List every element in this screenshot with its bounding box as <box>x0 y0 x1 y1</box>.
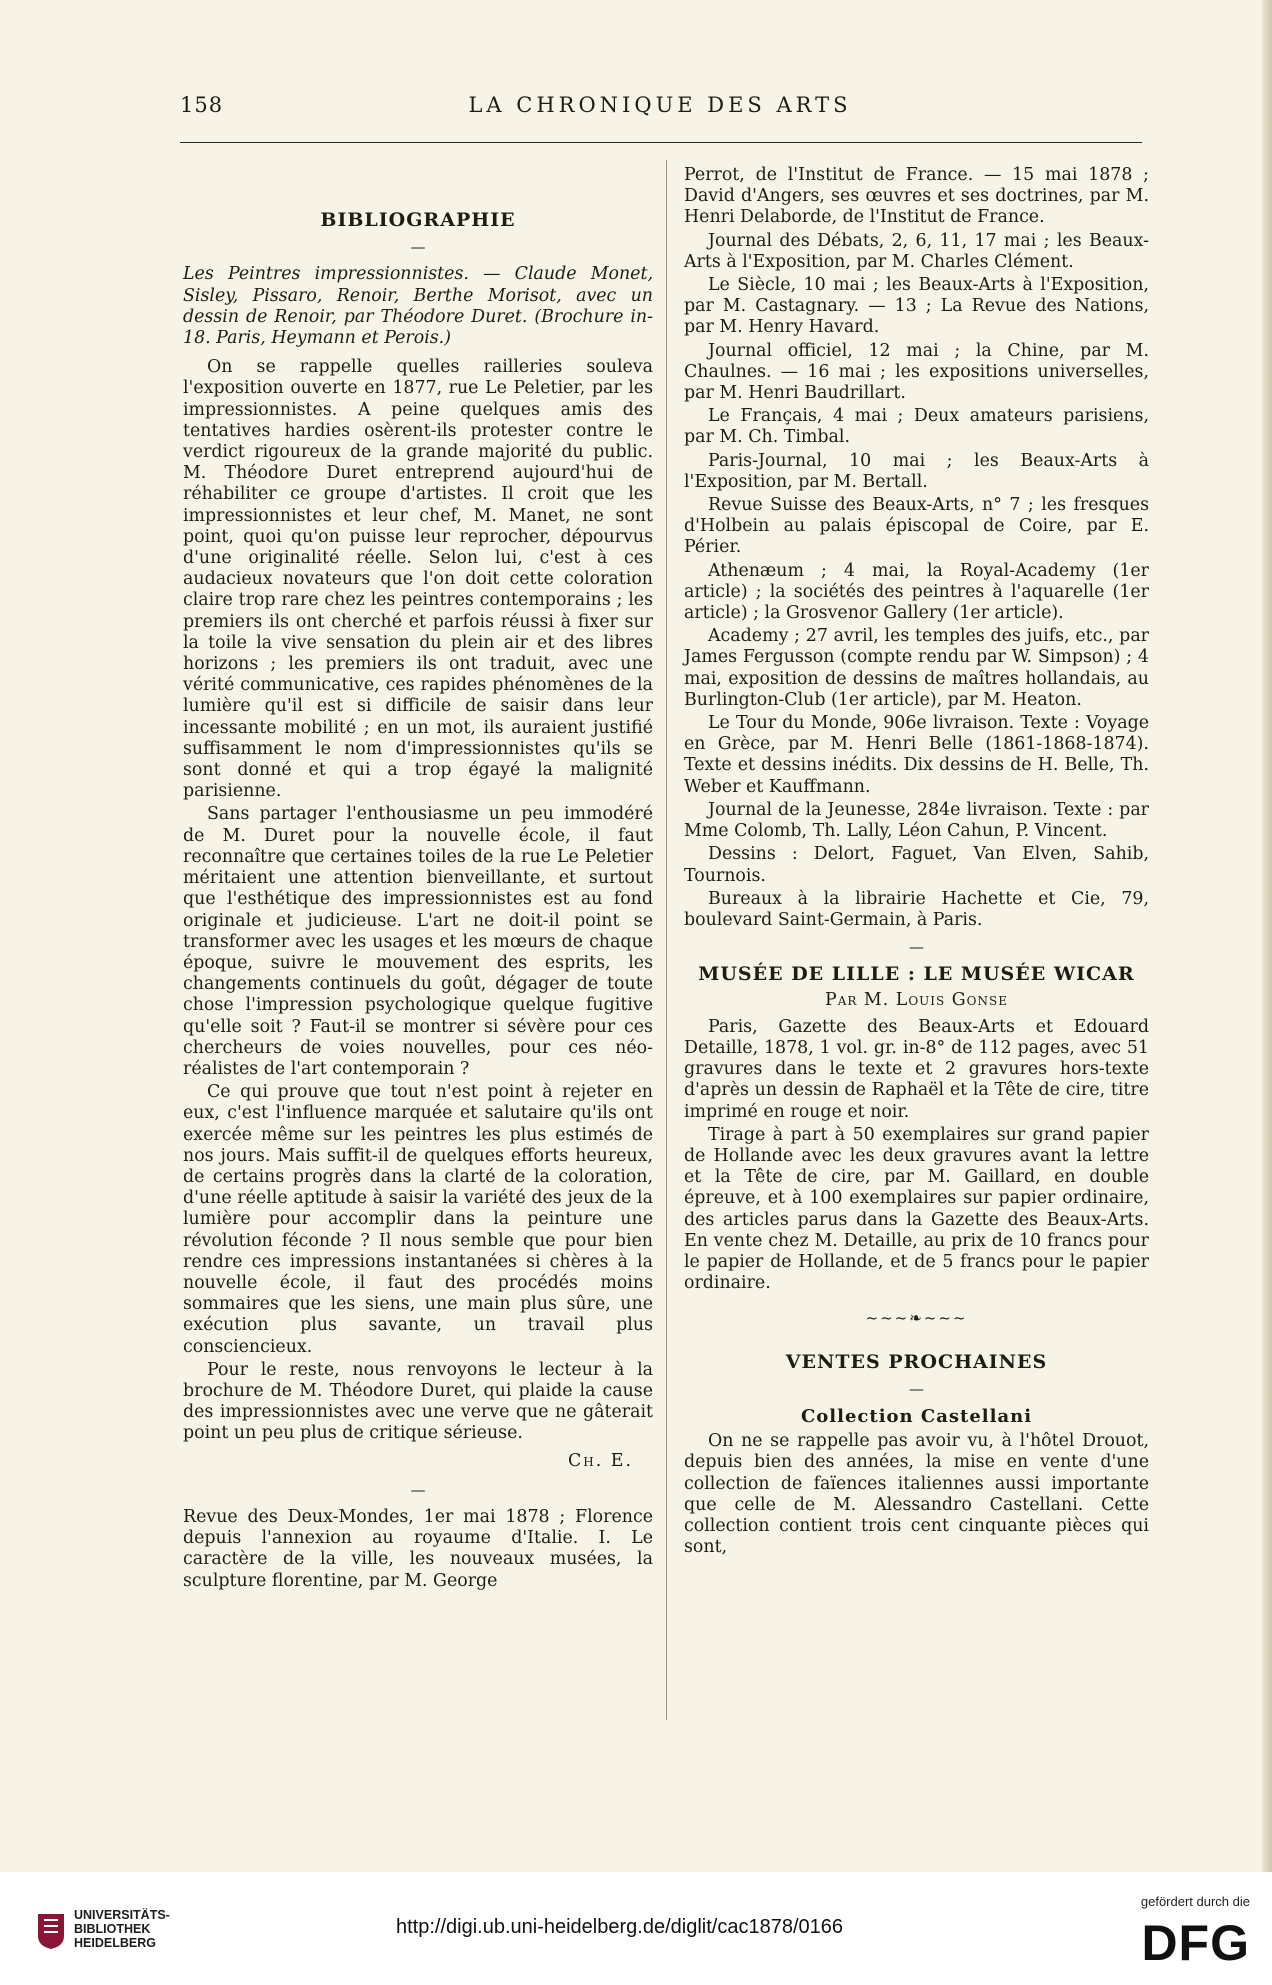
page-edge <box>1262 0 1272 1872</box>
page-number: 158 <box>180 93 224 117</box>
source-url-link[interactable]: http://digi.ub.uni-heidelberg.de/diglit/cac1878/0166 <box>396 1916 843 1938</box>
periodical-entry: Academy ; 27 avril, les temples des juifs, etc., par James Fergusson (compte rendu par W. Simpson) ; 4 mai, exposition de dessins de maîtres hollandais, au Burlington-Club (1er article), par M. Heaton. <box>684 626 1149 710</box>
periodical-entry: Journal officiel, 12 mai ; la Chine, par M. Chaulnes. — 16 mai ; les expositions universelles, par M. Henri Baudrillart. <box>684 340 1149 404</box>
section-title-bibliographie: BIBLIOGRAPHIE <box>320 209 516 231</box>
paragraph: On ne se rappelle pas avoir vu, à l'hôtel Drouot, depuis bien des années, la mise en vente d'une collection de faïences italiennes aussi importante que celle de M. Alessandro Castellani. Cette collection contient trois cent cinquante pièces qui sont, <box>684 1431 1149 1558</box>
paragraph: Pour le reste, nous renvoyons le lecteur à la brochure de M. Théodore Duret, qui plaide la cause des impressionnistes avec une verve que ne gâterait point un peu plus de critique sérieuse. <box>183 1359 653 1444</box>
paragraph: On se rappelle quelles railleries souleva l'exposition ouverte en 1877, rue Le Peletier, par les impressionnistes. A peine quelques amis des tentatives hardies osèrent-ils protester contre le verdict rigoureux de la grande majorité du public. M. Théodore Duret entreprend aujourd'hui de réhabiliter ce groupe d'artistes. Il croit que les impressionnistes et leur chef, M. Manet, ne sont point, quoi qu'on puisse leur reprocher, dépourvus d'une originalité réelle. Selon lui, c'est à ces audacieux novateurs que l'on doit cette coloration claire trop rare chez les peintres contemporains ; les premiers ils ont cherché et parfois réussi à fixer sur la toile la vive sensation du plein air et des libres horizons ; les premiers ils ont traduit, avec une vérité communicative, ces rapides phénomènes de la lumière qu'il est si difficile de saisir dans leur incessante mobilité ; en un mot, ils auraient justifié suffisamment le nom d'impressionnistes qu'ils se sont donné et qui a trop égayé la malignité parisienne. <box>183 357 653 802</box>
ornament: ~~~❧~~~ <box>865 1309 968 1328</box>
header-rule <box>180 142 1142 143</box>
periodical-entry: Revue Suisse des Beaux-Arts, n° 7 ; les fresques d'Holbein au palais épiscopal de Coire, par E. Périer. <box>684 495 1149 558</box>
periodical-entry: Le Siècle, 10 mai ; les Beaux-Arts à l'Exposition, par M. Castagnary. — 13 ; La Revue des Nations, par M. Henry Havard. <box>684 275 1149 338</box>
digitization-footer <box>0 1872 1272 1985</box>
dfg-logo: DFG <box>1141 1915 1250 1971</box>
page-header <box>180 93 1140 125</box>
separator-dash: — <box>410 238 426 257</box>
paragraph: Tirage à part à 50 exemplaires sur grand papier de Hollande avec les deux gravures avant la lettre et la Tête de cire, par M. Gaillard, en double épreuve, et à 100 exemplaires sur papier ordinaire, des articles parus dans la Gazette des Beaux-Arts. En vente chez M. Detaille, au prix de 10 francs pour le papier de Hollande, et de 5 francs pour le papier ordinaire. <box>684 1124 1149 1294</box>
funded-by-label: gefördert durch die <box>1140 1894 1250 1909</box>
periodical-entry: Dessins : Delort, Faguet, Van Elven, Sahib, Tournois. <box>684 844 1149 886</box>
paragraph: Perrot, de l'Institut de France. — 15 mai 1878 ; David d'Angers, ses œuvres et ses doctrines, par M. Henri Delaborde, de l'Institut de France. <box>684 165 1149 228</box>
revue-entry: Revue des Deux-Mondes, 1er mai 1878 ; Florence depuis l'annexion au royaume d'Italie. I. Le caractère de la ville, les nouveaux musées, la sculpture florentine, par M. George <box>183 1506 653 1591</box>
periodical-entry: Bureaux à la librairie Hachette et Cie, 79, boulevard Saint-Germain, à Paris. <box>684 888 1149 930</box>
journal-title: LA CHRONIQUE DES ARTS <box>468 93 852 117</box>
periodical-entry: Le Français, 4 mai ; Deux amateurs parisiens, par M. Ch. Timbal. <box>684 406 1149 448</box>
university-logo-icon <box>36 1912 66 1950</box>
bibliography-entry: Les Peintres impressionnistes. — Claude Monet, Sisley, Pissaro, Renoir, Berthe Morisot, avec un dessin de Renoir, par Théodore Duret. (Brochure in-18. Paris, Heymann et Perois.) <box>183 264 653 349</box>
separator-dash: — <box>909 1379 924 1398</box>
left-column <box>183 210 653 1594</box>
periodical-entry: Le Tour du Monde, 906e livraison. Texte : Voyage en Grèce, par M. Henri Belle (1861-1868-1874). Texte et dessins inédits. Dix dessins de H. Belle, Th. Weber et Kauffmann. <box>684 713 1149 797</box>
right-column <box>684 165 1149 1560</box>
periodical-entry: Athenæum ; 4 mai, la Royal-Academy (1er article) ; la sociétés des peintres à l'aquarelle (1er article) ; la Grosvenor Gallery (1er article). <box>684 560 1149 624</box>
subsection-title-collection: Collection Castellani <box>800 1405 1033 1427</box>
separator-dash: — <box>410 1480 426 1499</box>
periodical-entry: Journal des Débats, 2, 6, 11, 17 mai ; les Beaux-Arts à l'Exposition, par M. Charles Clément. <box>684 230 1149 272</box>
periodical-entry: Paris-Journal, 10 mai ; les Beaux-Arts à l'Exposition, par M. Bertall. <box>684 450 1149 492</box>
separator-dash: — <box>909 938 924 957</box>
paragraph: Sans partager l'enthousiasme un peu immodéré de M. Duret pour la nouvelle école, il faut reconnaître que certaines toiles de la rue Le Peletier méritaient une attention bienveillante, et surtout que l'esthétique des impressionnistes est au fond originale et judicieuse. L'art ne doit-il point se transformer avec les usages et les mœurs de chaque époque, suivre le mouvement des esprits, les changements continuels du goût, dégager de toute chose l'impression psychologique quelque fugitive qu'elle soit ? Faut-il se montrer si sévère pour ces chercheurs de voies nouvelles, pour ces néo-réalistes de l'art contemporain ? <box>183 804 653 1079</box>
section-title-musee: MUSÉE DE LILLE : LE MUSÉE WICAR <box>698 963 1135 986</box>
paragraph: Paris, Gazette des Beaux-Arts et Edouard Detaille, 1878, 1 vol. gr. in-8° de 112 pages, avec 51 gravures dans le texte et 2 gravures hors-texte d'après un dessin de Raphaël et la Tête de cire, titre imprimé en rouge et noir. <box>684 1016 1149 1122</box>
column-divider <box>666 160 667 1720</box>
section-title-ventes: VENTES PROCHAINES <box>785 1350 1048 1373</box>
university-name: UNIVERSITÄTS- BIBLIOTHEK HEIDELBERG <box>74 1908 170 1950</box>
signature: Ch. E. <box>567 1450 633 1471</box>
paragraph: Ce qui prouve que tout n'est point à rejeter en eux, c'est l'influence marquée et salutaire qu'ils ont exercée même sur les peintres les plus estimés de nos jours. Mais suffit-il de quelques efforts heureux, de certains progrès dans la clarté de la coloration, d'une réelle aptitude à saisir la variété des jeux de la lumière pour accomplir dans la peinture une révolution féconde ? Il nous semble que pour bien rendre ces impressions instantanées si chères à la nouvelle école, il faut des procédés moins sommaires que les siens, une main plus sûre, une exécution plus savante, un travail plus consciencieux. <box>183 1082 653 1357</box>
periodical-entry: Journal de la Jeunesse, 284e livraison. Texte : par Mme Colomb, Th. Lally, Léon Cahun, P. Vincent. <box>684 799 1149 842</box>
byline: Par M. Louis Gonse <box>825 989 1008 1010</box>
